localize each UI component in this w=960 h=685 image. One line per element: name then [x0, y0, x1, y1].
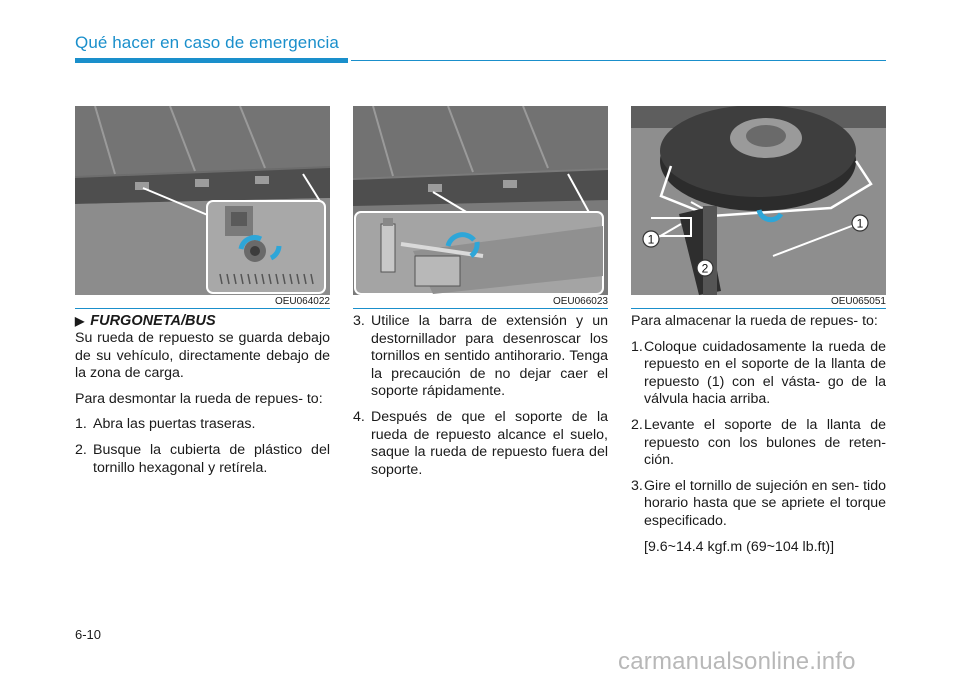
figure-bumper-cover [75, 106, 330, 295]
callout-1-right: 1 [856, 216, 864, 231]
intro-paragraph: Su rueda de repuesto se guarda debajo de su vehículo, directamente debajo de la zona de carga. [75, 330, 330, 382]
column-2 [353, 313, 608, 487]
step-text: Abra las puertas traseras. [93, 416, 256, 433]
step-number: 1. [631, 338, 643, 355]
step-text: Gire el tornillo de sujeción en sen- tido horario hasta que se apriete el torque especificado. [644, 477, 886, 529]
step-text: Coloque cuidadosamente la rueda de repuesto en el soporte de la llanta de repuesto (1) con el vásta- go de la válvula hacia arriba. [644, 338, 886, 408]
figure-rule [75, 308, 330, 309]
callout-2: 2 [701, 261, 709, 276]
list-item [631, 417, 886, 470]
triangle-bullet-icon: ▶ [75, 314, 85, 328]
step-number: 2. [75, 441, 87, 458]
list-item [631, 478, 886, 531]
list-item [353, 313, 608, 401]
figure-extension-bar [353, 106, 608, 295]
figure-rule [631, 308, 886, 309]
step-text: Busque la cubierta de plástico del tornillo hexagonal y retírela. [93, 441, 330, 476]
step-number: 4. [353, 408, 365, 425]
section-label: FURGONETA/BUS [90, 313, 216, 329]
list-item [75, 416, 330, 434]
figure-code: OEU064022 [274, 296, 330, 307]
section-title: Qué hacer en caso de emergencia [75, 33, 339, 52]
step-number: 3. [353, 313, 365, 329]
step-text: Utilice la barra de extensión y un destornillador para desenroscar los tornillos en sentido antihorario. Tenga la precaución de no dejar caer el soporte rápidamente. [371, 313, 608, 400]
step-number: 2. [631, 416, 643, 433]
lead-paragraph: Para desmontar la rueda de repues- to: [75, 390, 323, 407]
callout-1-left: 1 [647, 232, 655, 247]
header-rule-thin [351, 60, 886, 61]
step-text: Levante el soporte de la llanta de repuesto con los bulones de reten- ción. [644, 416, 886, 469]
list-item [353, 409, 608, 479]
column-3 [631, 313, 886, 556]
figure-code: OEU065051 [830, 296, 886, 307]
header-rule [75, 58, 348, 63]
page-number: 6-10 [75, 627, 102, 642]
figure-spare-wheel [631, 106, 886, 295]
section-heading [75, 313, 330, 330]
list-item [75, 442, 330, 477]
watermark: carmanualsonline.info [618, 648, 856, 675]
lead-paragraph: Para almacenar la rueda de repues- to: [631, 313, 878, 329]
list-item [631, 339, 886, 409]
step-number: 1. [75, 416, 87, 433]
column-1 [75, 313, 330, 485]
figure-code: OEU066023 [552, 296, 608, 307]
step-number: 3. [631, 477, 643, 494]
figure-rule [353, 308, 608, 309]
torque-spec: [9.6~14.4 kgf.m (69~104 lb.ft)] [644, 538, 835, 555]
step-text: Después de que el soporte de la rueda de repuesto alcance el suelo, saque la rueda de repuesto fuera del soporte. [371, 408, 608, 478]
